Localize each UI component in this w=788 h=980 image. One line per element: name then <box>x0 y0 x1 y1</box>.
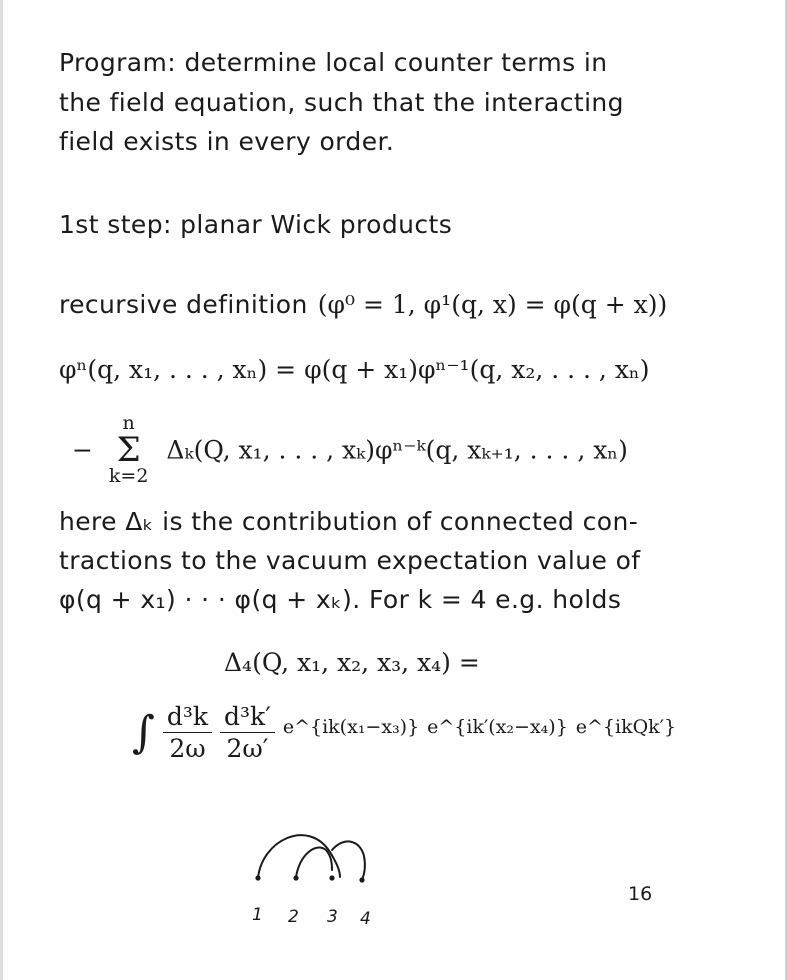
fraction-2-numerator: d³k′ <box>220 702 275 733</box>
vertex-label-2: 2 <box>288 907 299 927</box>
sum-term: Δₖ(Q, x₁, . . . , xₖ)φⁿ⁻ᵏ(q, xₖ₊₁, . . . , xₙ) <box>166 435 628 465</box>
fraction-2 <box>220 702 275 763</box>
page-number: 16 <box>628 883 653 905</box>
sum-upper-limit: n <box>122 412 135 434</box>
contraction-arc-1-3 <box>258 835 340 878</box>
minus-sign: − <box>72 435 93 465</box>
fraction-1 <box>163 702 212 763</box>
recursive-definition-line <box>59 290 667 319</box>
fraction-1-numerator: d³k <box>163 702 212 733</box>
vertex-label-4: 4 <box>360 909 371 929</box>
contraction-arc-2-3-inner <box>296 848 332 877</box>
equation-lhs: φⁿ(q, x₁, . . . , xₙ) = φ(q + x₁)φⁿ⁻¹(q, x₂, . . . , xₙ) <box>59 355 650 384</box>
recursive-label: recursive definition <box>59 290 308 319</box>
explanation-line-3: φ(q + x₁) · · · φ(q + xₖ). For k = 4 e.g. holds <box>59 585 622 614</box>
contraction-diagram <box>236 820 396 935</box>
equation-sum-line <box>72 414 628 486</box>
summation <box>109 414 149 486</box>
fraction-1-denominator: 2ω <box>169 734 206 763</box>
delta4-integral-line <box>132 702 676 763</box>
step-heading: 1st step: planar Wick products <box>59 210 453 239</box>
exponential-2: e^{ik′(x₂−x₄)} <box>427 716 568 738</box>
vertex-4 <box>359 877 364 882</box>
explanation-line-2: tractions to the vacuum expectation value of <box>59 546 641 575</box>
scan-edge-left <box>0 0 3 980</box>
intro-line-1: Program: determine local counter terms in <box>59 48 608 77</box>
vertex-2 <box>293 875 298 880</box>
sum-lower-limit: k=2 <box>108 465 149 487</box>
exponential-1: e^{ik(x₁−x₃)} <box>282 716 420 738</box>
intro-line-3: field exists in every order. <box>59 127 395 156</box>
intro-line-2: the field equation, such that the interacting <box>59 88 624 117</box>
vertex-label-3: 3 <box>327 907 338 927</box>
vertex-label-1: 1 <box>252 905 263 925</box>
vertex-1 <box>255 875 260 880</box>
integral-sign: ∫ <box>132 707 155 758</box>
contraction-arc-2-4 <box>332 841 365 880</box>
explanation-line-1: here Δₖ is the contribution of connected con- <box>59 507 639 536</box>
recursive-def-formula: (φ⁰ = 1, φ¹(q, x) = φ(q + x)) <box>317 290 668 319</box>
sum-symbol: Σ <box>116 430 141 470</box>
vertex-3 <box>329 875 334 880</box>
delta4-lhs: Δ₄(Q, x₁, x₂, x₃, x₄) = <box>224 648 480 677</box>
fraction-2-denominator: 2ω′ <box>226 734 269 763</box>
exponential-3: e^{ikQk′} <box>575 716 677 738</box>
